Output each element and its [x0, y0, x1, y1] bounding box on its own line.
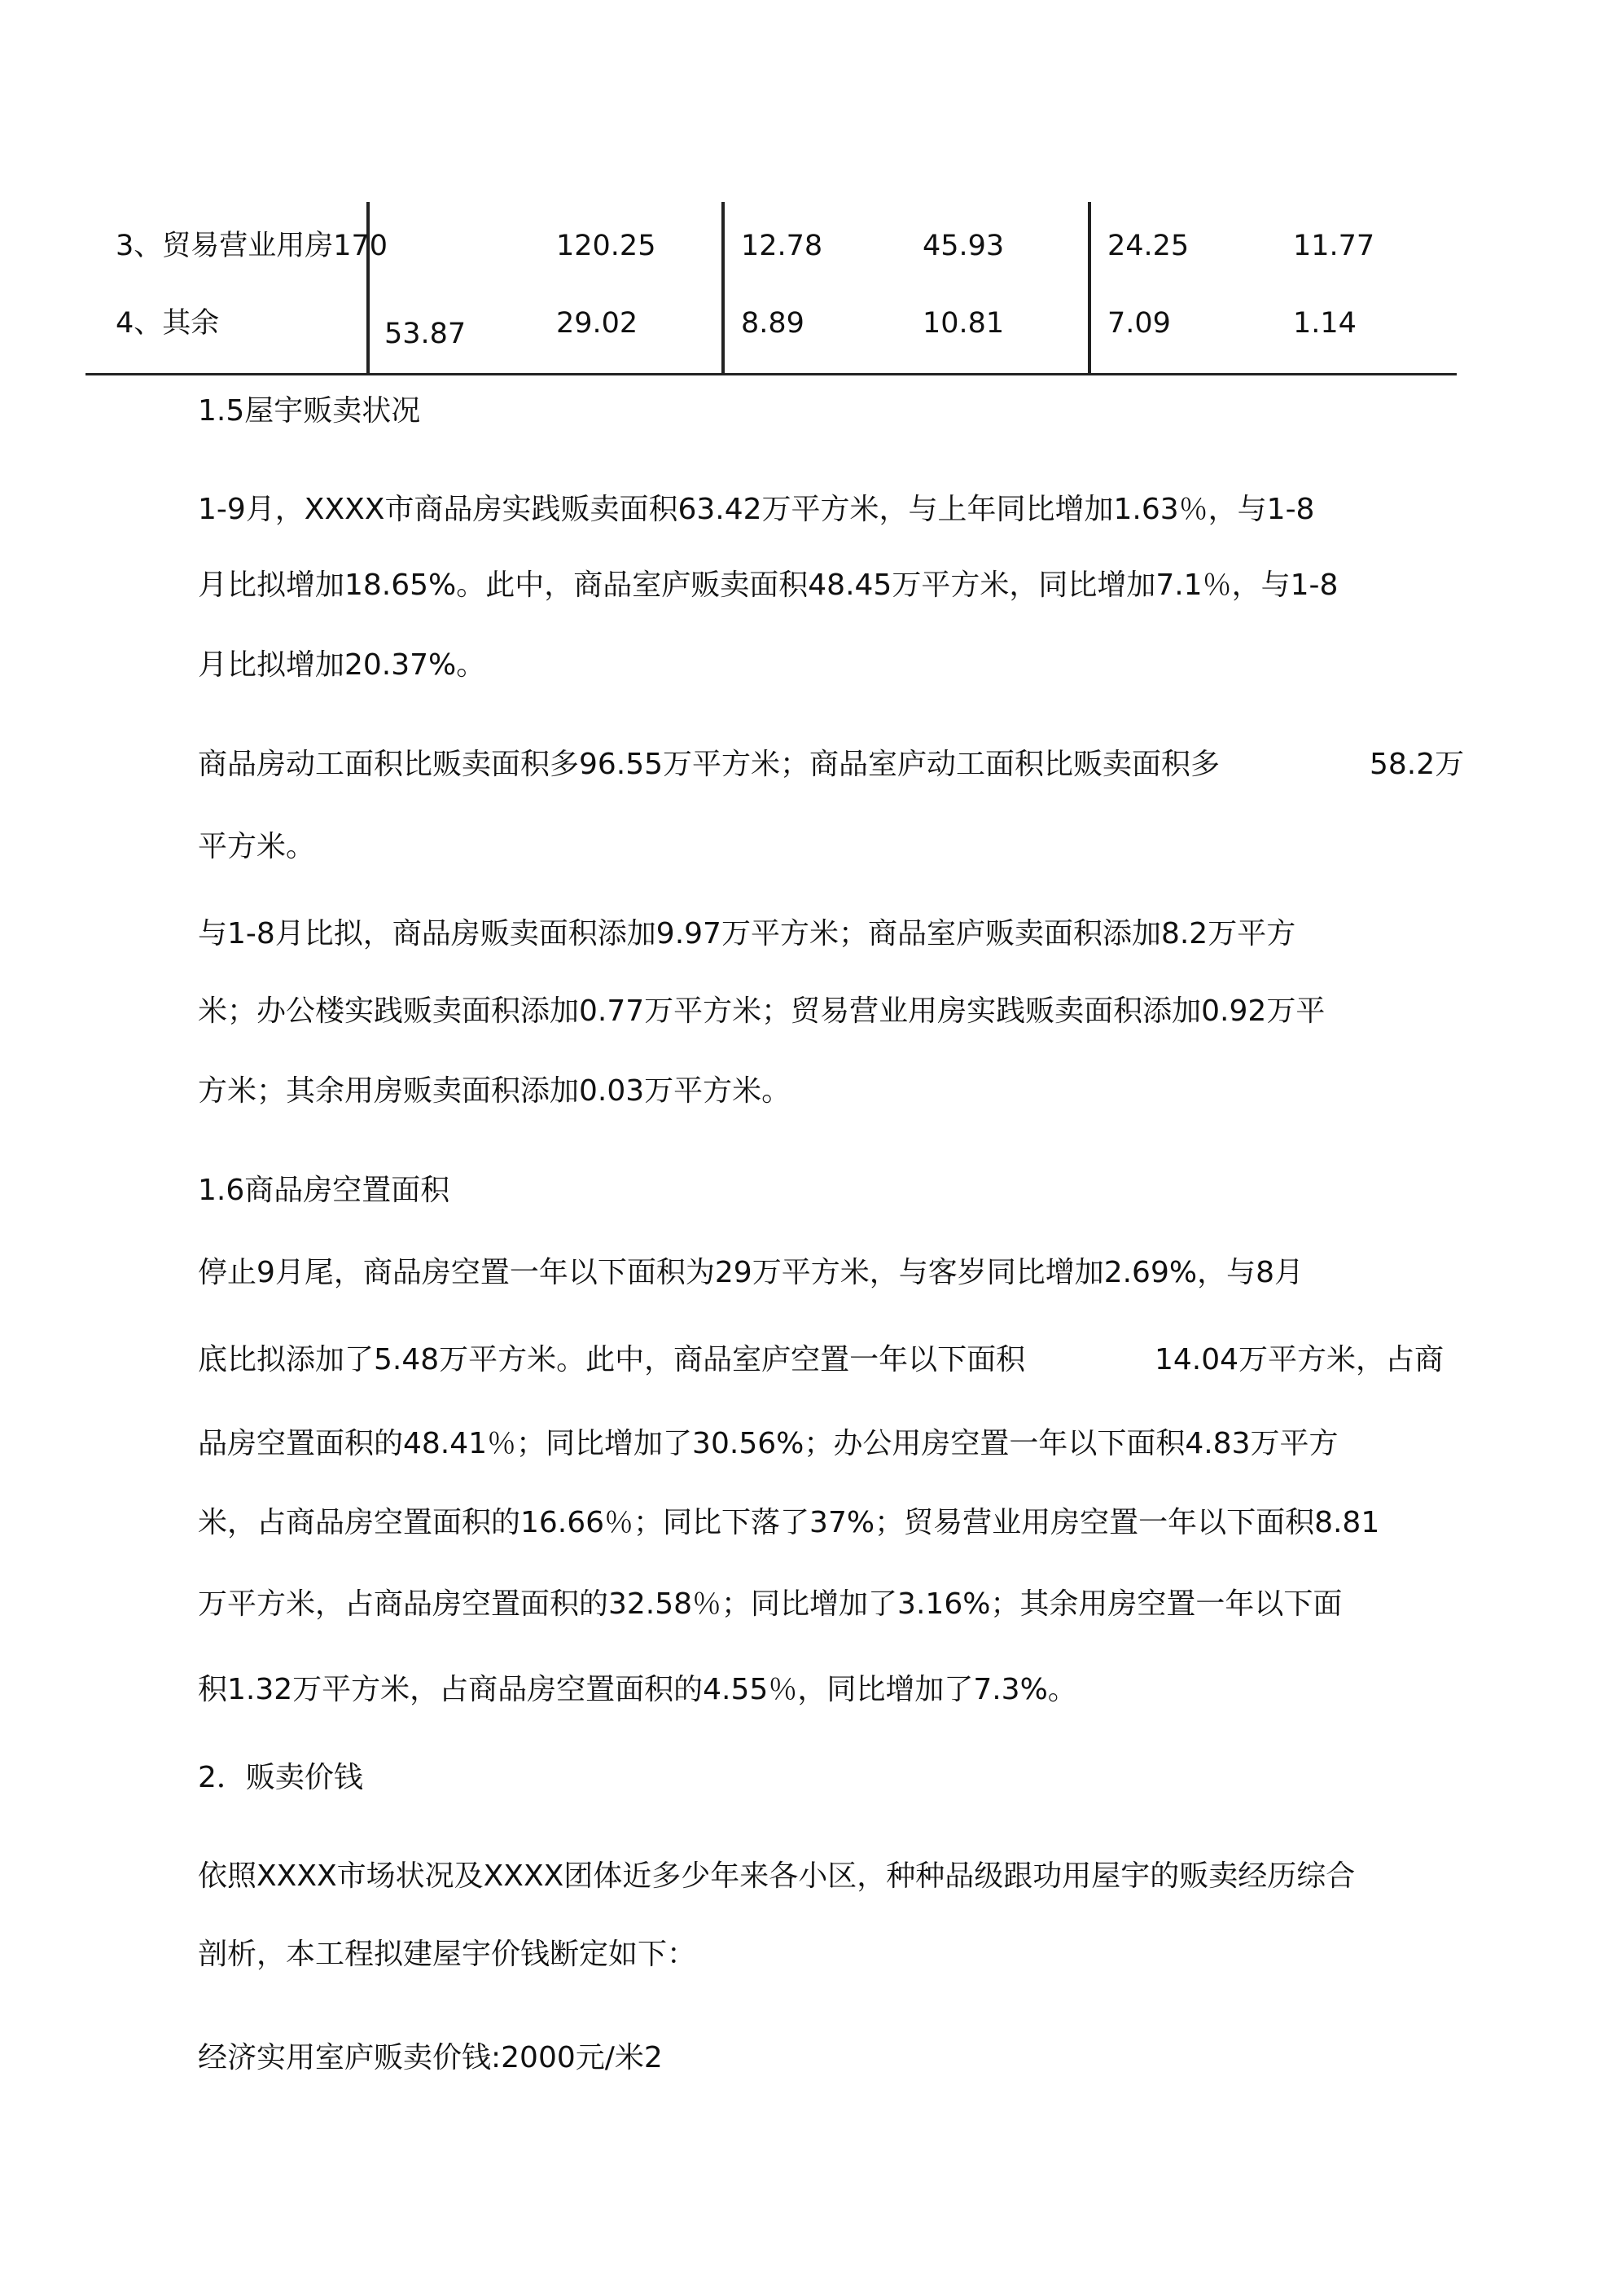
table-cell: 10.81: [923, 307, 1005, 340]
table-column-divider: [1088, 202, 1091, 375]
paragraph-line: 底比拟添加了5.48万平方米。此中，商品室庐空置一年以下面积: [198, 1343, 1026, 1376]
table-cell: 29.02: [556, 307, 638, 340]
paragraph-line: 米，占商品房空置面积的16.66％；同比下落了37%；贸易营业用房空置一年以下面积8.81: [198, 1506, 1380, 1539]
table-cell: 1.14: [1293, 307, 1357, 340]
paragraph-line: 停止9月尾，商品房空置一年以下面积为29万平方米，与客岁同比增加2.69%，与8月: [198, 1256, 1304, 1289]
data-table-fragment: [0, 0, 1622, 383]
table-row-label: 3、贸易营业用房170: [116, 230, 388, 262]
paragraph-line-segment: 14.04万平方米，占商: [1155, 1343, 1444, 1376]
table-cell: 12.78: [741, 230, 823, 262]
table-cell: 11.77: [1293, 230, 1375, 262]
table-cell: 8.89: [741, 307, 804, 340]
paragraph-line: 与1-8月比拟，商品房贩卖面积添加9.97万平方米；商品室庐贩卖面积添加8.2万平方: [198, 917, 1296, 950]
price-line: 经济实用室庐贩卖价钱:2000元/米2: [198, 2041, 663, 2074]
table-bottom-rule: [85, 373, 1457, 375]
paragraph-line: 方米；其余用房贩卖面积添加0.03万平方米。: [198, 1074, 791, 1108]
paragraph-line: 剖析，本工程拟建屋宇价钱断定如下：: [198, 1938, 697, 1971]
table-cell: 45.93: [923, 230, 1005, 262]
section-heading: 2．贩卖价钱: [198, 1761, 363, 1794]
paragraph-line: 品房空置面积的48.41％；同比增加了30.56%；办公用房空置一年以下面积4.83万平方: [198, 1427, 1339, 1460]
table-cell: 53.87: [384, 318, 467, 350]
paragraph-line: 平方米。: [198, 830, 316, 863]
paragraph-line-number: 58.2万: [1370, 748, 1465, 781]
paragraph-line: 米；办公楼实践贩卖面积添加0.77万平方米；贸易营业用房实践贩卖面积添加0.92万平: [198, 994, 1326, 1028]
section-heading: 1.6商品房空置面积: [198, 1174, 450, 1207]
table-column-divider: [721, 202, 725, 375]
paragraph-line: 积1.32万平方米，占商品房空置面积的4.55％，同比增加了7.3%。: [198, 1673, 1077, 1706]
section-heading: 1.5屋宇贩卖状况: [198, 394, 421, 428]
table-column-divider: [366, 202, 370, 375]
table-cell: 120.25: [556, 230, 656, 262]
paragraph-line: 万平方米，占商品房空置面积的32.58％；同比增加了3.16%；其余用房空置一年以下面: [198, 1587, 1343, 1621]
paragraph-line: 月比拟增加20.37%。: [198, 648, 486, 682]
table-cell: 7.09: [1107, 307, 1171, 340]
paragraph-line: 月比拟增加18.65%。此中，商品室庐贩卖面积48.45万平方米，同比增加7.1％，与1-8: [198, 569, 1339, 602]
paragraph-line: 商品房动工面积比贩卖面积多96.55万平方米；商品室庐动工面积比贩卖面积多: [198, 748, 1221, 781]
table-row-label: 4、其余: [116, 307, 220, 340]
paragraph-line: 依照XXXX市场状况及XXXX团体近多少年来各小区，种种品级跟功用屋宇的贩卖经历综合: [198, 1859, 1356, 1893]
table-cell: 24.25: [1107, 230, 1190, 262]
paragraph-line: 1-9月，XXXX市商品房实践贩卖面积63.42万平方米，与上年同比增加1.63％，与1-8: [198, 493, 1315, 526]
